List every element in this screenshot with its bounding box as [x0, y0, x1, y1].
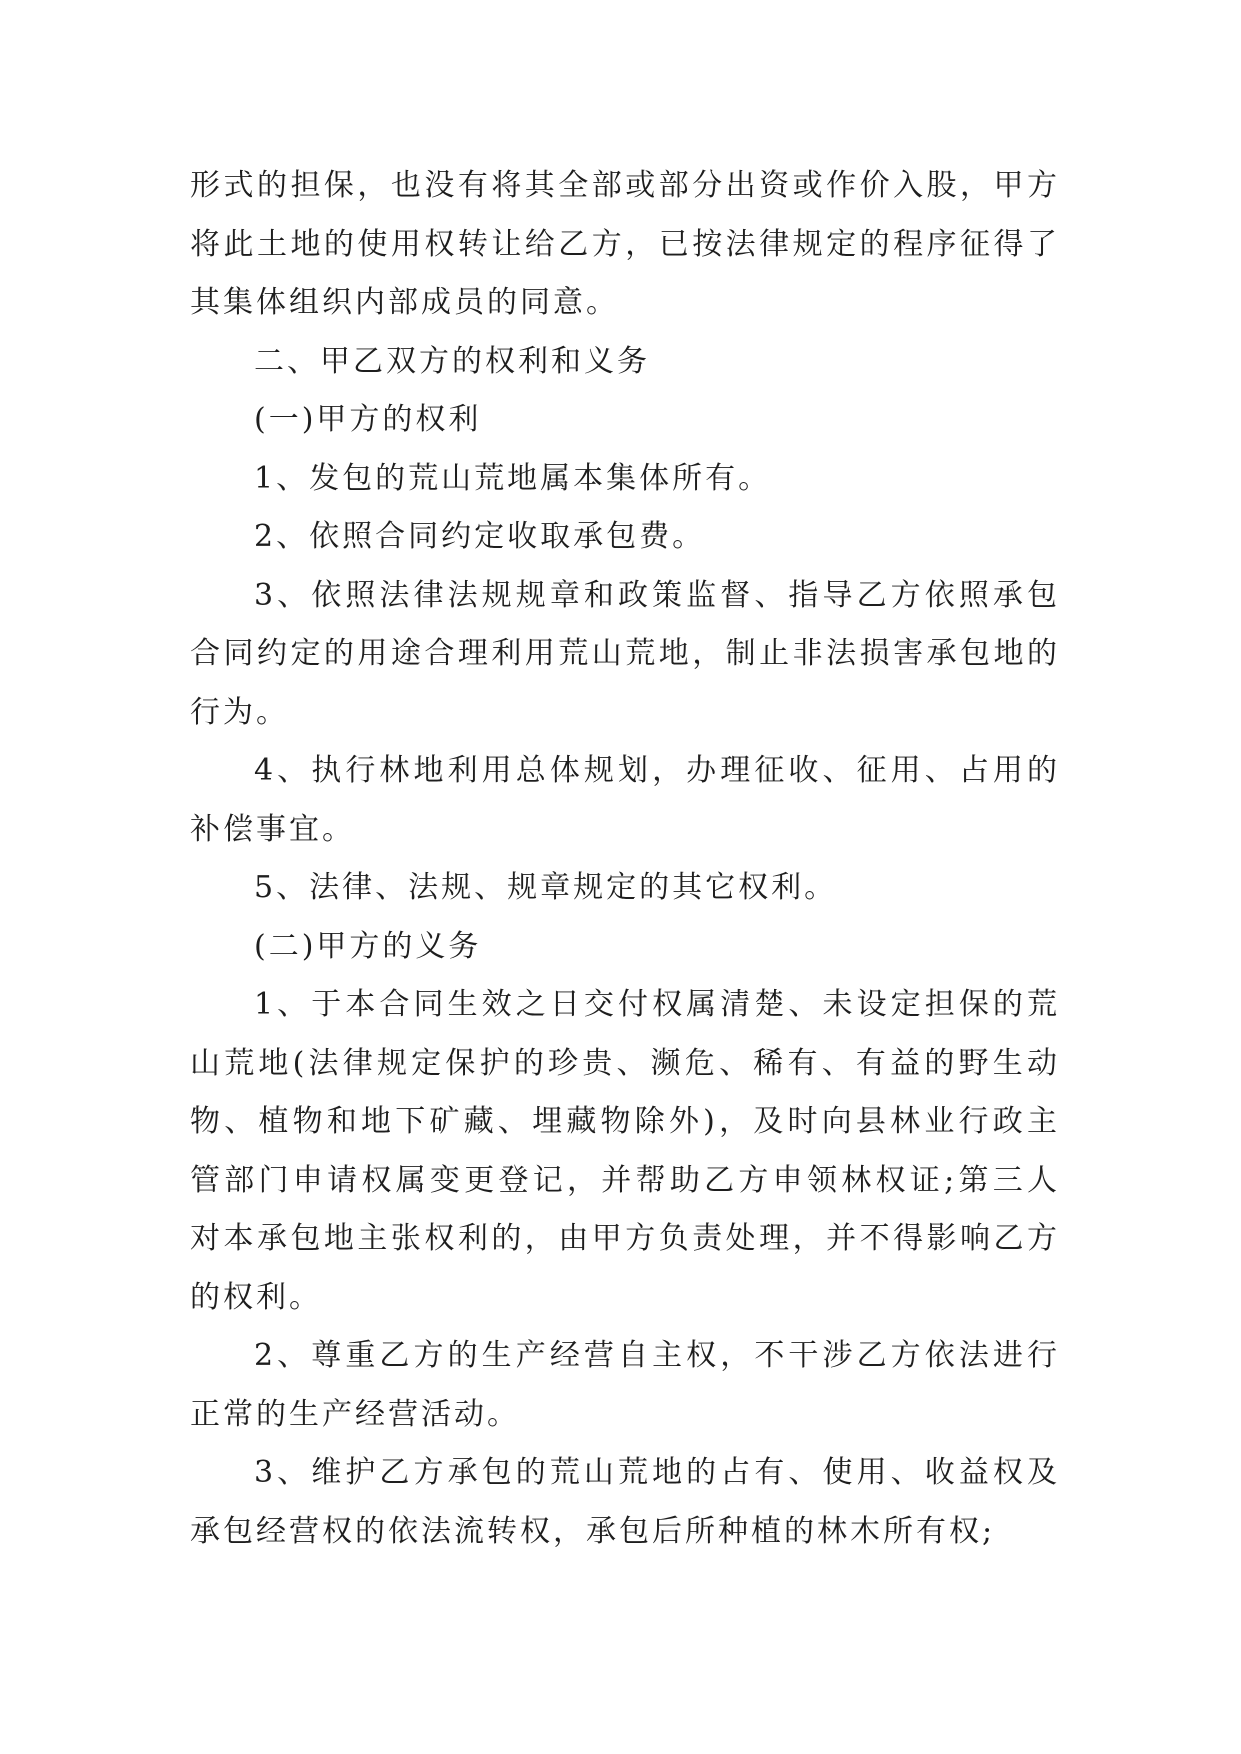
paragraph-rights-item-1: 1、发包的荒山荒地属本集体所有。: [254, 460, 772, 496]
subsection-heading-party-a-rights: (一)甲方的权利: [254, 402, 482, 437]
subsection-heading-party-a-obligations: (二)甲方的义务: [254, 928, 482, 964]
section-heading-rights-obligations: 二、甲乙双方的权利和义务: [254, 343, 650, 379]
paragraph-obligations-item-2: 2、尊重乙方的生产经营自主权，不干涉乙方依法进行正常的生产经营活动。: [190, 1338, 1060, 1432]
paragraph-continuation: 形式的担保，也没有将其全部或部分出资或作价入股，甲方将此土地的使用权转让给乙方，已按法律规定的程序征得了其集体组织内部成员的同意。: [190, 168, 1060, 320]
paragraph-obligations-item-1: 1、于本合同生效之日交付权属清楚、未设定担保的荒山荒地(法律规定保护的珍贵、濒危、稀有、有益的野生动物、植物和地下矿藏、埋藏物除外)，及时向县林业行政主管部门申请权属变更登记，并帮助乙方申领林权证;第三人对本承包地主张权利的，由甲方负责处理，并不得影响乙方的权利。: [190, 987, 1060, 1315]
document-body: [190, 157, 1060, 1561]
paragraph-rights-item-3: 3、依照法律法规规章和政策监督、指导乙方依照承包合同约定的用途合理利用荒山荒地，制止非法损害承包地的行为。: [190, 577, 1060, 730]
paragraph-rights-item-2: 2、依照合同约定收取承包费。: [254, 519, 706, 554]
paragraph-rights-item-4: 4、执行林地利用总体规划，办理征收、征用、占用的补偿事宜。: [190, 753, 1060, 847]
paragraph-obligations-item-3: 3、维护乙方承包的荒山荒地的占有、使用、收益权及承包经营权的依法流转权，承包后所种植的林木所有权;: [190, 1455, 1060, 1549]
paragraph-rights-item-5: 5、法律、法规、规章规定的其它权利。: [254, 870, 838, 905]
